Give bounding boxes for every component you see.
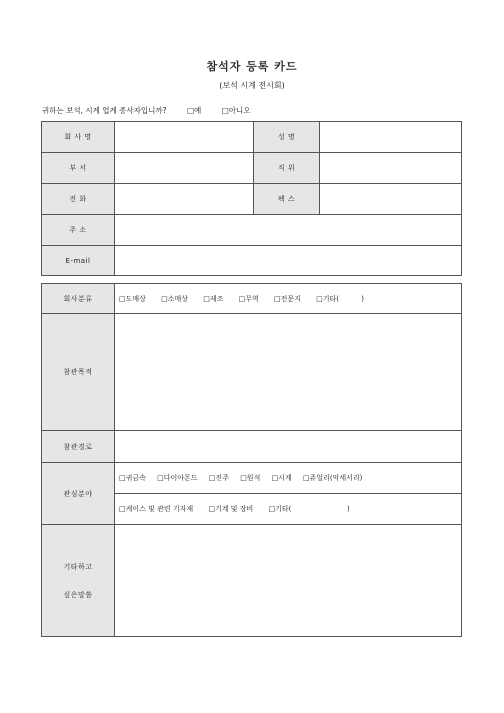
interest-gemstone-checkbox[interactable]: □원석 bbox=[240, 474, 261, 482]
company-label: 회 사 명 bbox=[42, 122, 115, 153]
interest-label: 관심분야 bbox=[42, 463, 115, 525]
other-comments-field[interactable] bbox=[115, 525, 462, 637]
interest-other-checkbox[interactable]: □기타( ) bbox=[268, 505, 350, 513]
department-field[interactable] bbox=[115, 153, 254, 184]
name-field[interactable] bbox=[320, 122, 462, 153]
name-label: 성 명 bbox=[254, 122, 320, 153]
other-comments-label-line-1: 기타하고 bbox=[63, 562, 93, 571]
type-wholesale-checkbox[interactable]: □도매상 bbox=[119, 294, 146, 303]
department-label: 부 서 bbox=[42, 153, 115, 184]
attendee-detail-table bbox=[41, 283, 462, 637]
company-type-options bbox=[115, 284, 462, 314]
phone-label: 전 화 bbox=[42, 184, 115, 215]
option-no-checkbox[interactable]: □아니오 bbox=[221, 106, 251, 115]
route-field[interactable] bbox=[115, 431, 462, 463]
email-field[interactable] bbox=[115, 246, 462, 276]
type-trade-checkbox[interactable]: □무역 bbox=[238, 294, 259, 303]
attendee-info-table bbox=[41, 121, 462, 276]
fax-field[interactable] bbox=[320, 184, 462, 215]
address-label: 주 소 bbox=[42, 215, 115, 246]
industry-question-text: 귀하는 보석, 시계 업계 종사자입니까? bbox=[42, 106, 167, 115]
fax-label: 팩 스 bbox=[254, 184, 320, 215]
route-label: 참관경로 bbox=[42, 431, 115, 463]
industry-question bbox=[42, 105, 255, 116]
page-subtitle: (보석 시계 전시회) bbox=[219, 81, 285, 90]
address-field[interactable] bbox=[115, 215, 462, 246]
type-press-checkbox[interactable]: □전문지 bbox=[274, 294, 301, 303]
type-retail-checkbox[interactable]: □소매상 bbox=[161, 294, 189, 303]
option-yes-checkbox[interactable]: □예 bbox=[186, 106, 202, 115]
other-comments-label bbox=[42, 525, 115, 637]
page-title: 참석자 등록 카드 bbox=[206, 60, 298, 73]
company-field[interactable] bbox=[115, 122, 254, 153]
interest-precious-metal-checkbox[interactable]: □귀금속 bbox=[119, 474, 146, 482]
phone-field[interactable] bbox=[115, 184, 254, 215]
purpose-field[interactable] bbox=[115, 314, 462, 431]
interest-case-checkbox[interactable]: □케이스 및 관련 기자재 bbox=[119, 505, 194, 513]
type-other-checkbox[interactable]: □기타( ) bbox=[316, 294, 365, 303]
interest-machine-checkbox[interactable]: □기계 및 장비 bbox=[208, 505, 254, 513]
purpose-label: 참관목적 bbox=[42, 314, 115, 431]
company-type-label: 회사분류 bbox=[42, 284, 115, 314]
interest-row-2 bbox=[115, 494, 462, 525]
position-field[interactable] bbox=[320, 153, 462, 184]
interest-jewelry-checkbox[interactable]: □쥬얼리(악세서리) bbox=[302, 474, 363, 482]
interest-row-1 bbox=[115, 463, 462, 494]
other-comments-label-line-2: 싶은말씀 bbox=[63, 590, 93, 599]
interest-watch-checkbox[interactable]: □시계 bbox=[271, 474, 292, 482]
interest-pearl-checkbox[interactable]: □진주 bbox=[208, 474, 229, 482]
interest-diamond-checkbox[interactable]: □다이아몬드 bbox=[157, 474, 198, 482]
type-manufacture-checkbox[interactable]: □제조 bbox=[203, 294, 224, 303]
position-label: 직 위 bbox=[254, 153, 320, 184]
email-label: E-mail bbox=[42, 246, 115, 276]
